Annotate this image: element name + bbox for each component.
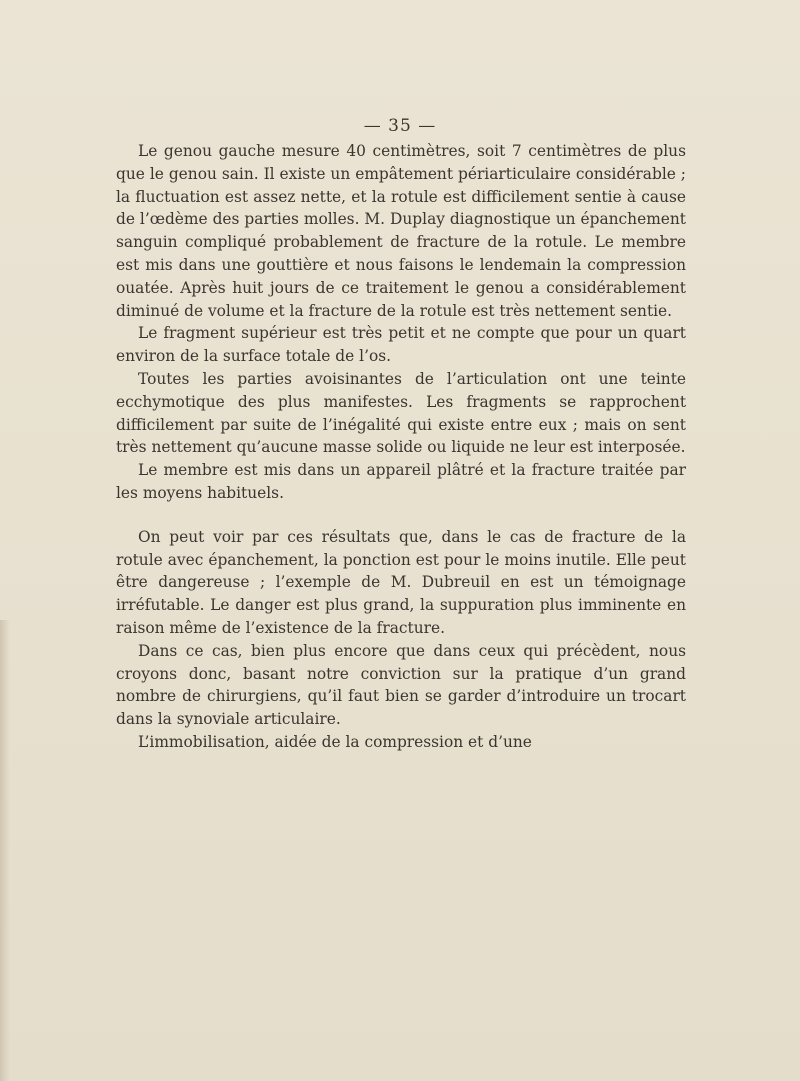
paragraph-1: Le genou gauche mesure 40 centimètres, soit 7 centimètres de plus que le genou sain. Il existe un empâtement périarticulaire considérable ; la fluctuation est assez nette, et la rotule est difficilement sentie à cause de l’œdème des parties molles. M. Duplay diagnostique un épanchement sanguin compliqué probablement de fracture de la rotule. Le membre est mis dans une gouttière et nous faisons le lendemain la compression ouatée. Après huit jours de ce traitement le genou a considérablement diminué de volume et la fracture de la rotule est très nettement sentie.: [116, 142, 686, 320]
paragraph-5: On peut voir par ces résultats que, dans le cas de fracture de la rotule avec épanchement, la ponction est pour le moins inutile. Elle peut être dangereuse ; l’exemple de M. Dubreuil en est un témoignage irréfutable. Le danger est plus grand, la suppuration plus imminente en raison même de l’existence de la fracture.: [116, 527, 686, 637]
page-number: — 35 —: [363, 116, 437, 136]
body-text: [116, 140, 686, 754]
paragraph-7: L’immobilisation, aidée de la compression et d’une: [138, 732, 532, 751]
paragraph-4: Le membre est mis dans un appareil plâtré et la fracture traitée par les moyens habituels.: [116, 461, 686, 502]
paragraph-6: Dans ce cas, bien plus encore que dans ceux qui précèdent, nous croyons donc, basant notre conviction sur la pratique d’un grand nombre de chirurgiens, qu’il faut bien se garder d’introduire un trocart dans la synoviale articulaire.: [116, 641, 686, 729]
paragraph-3: Toutes les parties avoisinantes de l’articulation ont une teinte ecchymotique des plus manifestes. Les fragments se rapprochent difficilement par suite de l’inégalité qui existe entre eux ; mais on sent très nettement qu’aucune masse solide ou liquide ne leur est interposée.: [116, 369, 686, 457]
paragraph-2: Le fragment supérieur est très petit et ne compte que pour un quart environ de la surface totale de l’os.: [116, 324, 686, 366]
page-edge-shadow: [0, 620, 10, 1081]
